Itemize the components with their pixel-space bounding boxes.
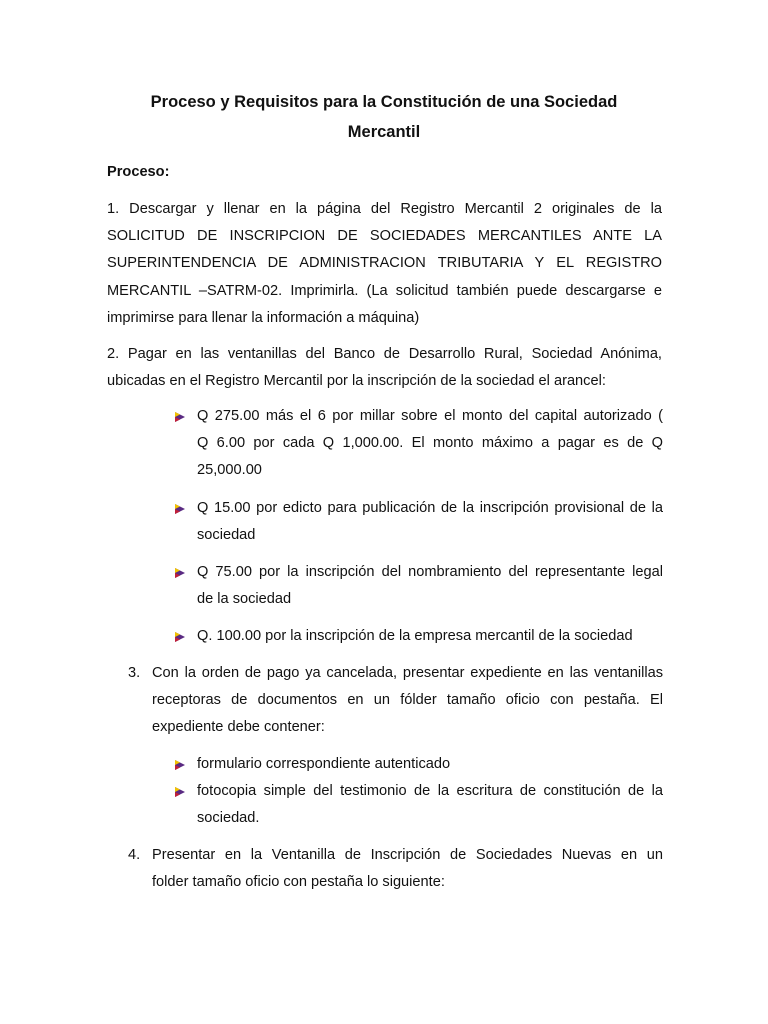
paragraph-step-2 <box>107 341 662 395</box>
arrow-bullet-icon <box>173 758 187 772</box>
paragraph-line: 2. Pagar en las ventanillas del Banco de Desarrollo Rural, Sociedad Anónima, <box>107 346 662 362</box>
fee-text <box>197 495 663 549</box>
paragraph-line: ubicadas en el Registro Mercantil por la inscripción de la sociedad el arancel: <box>107 373 606 390</box>
step-number: 3. <box>128 665 141 681</box>
document-line: formulario correspondiente autenticado <box>197 756 451 772</box>
fee-line: Q. 100.00 por la inscripción de la empresa mercantil de la sociedad <box>197 628 633 644</box>
step-line: expediente debe contener: <box>152 719 325 736</box>
title-line-2: Mercantil <box>347 123 421 141</box>
step-text <box>152 660 663 742</box>
paragraph-line: SOLICITUD DE INSCRIPCION DE SOCIEDADES MERCANTILES ANTE LA <box>107 228 662 245</box>
paragraph-line: 1. Descargar y llenar en la página del Registro Mercantil 2 originales de la <box>107 201 662 217</box>
fee-line: 25,000.00 <box>197 462 262 479</box>
document-text <box>197 751 663 778</box>
arrow-bullet-icon <box>173 566 187 580</box>
step-line: Con la orden de pago ya cancelada, presentar expediente en las ventanillas <box>152 665 663 681</box>
document-title <box>0 87 768 147</box>
fee-line: Q 15.00 por edicto para publicación de la inscripción provisional de la <box>197 500 663 516</box>
paragraph-line: SUPERINTENDENCIA DE ADMINISTRACION TRIBUTARIA Y EL REGISTRO <box>107 255 662 272</box>
step-line: receptoras de documentos en un fólder tamaño oficio con pestaña. El <box>152 692 663 709</box>
arrow-bullet-icon <box>173 502 187 516</box>
arrow-bullet-icon <box>173 785 187 799</box>
title-line-1: Proceso y Requisitos para la Constitución de una Sociedad <box>150 93 618 111</box>
document-text <box>197 778 663 832</box>
paragraph-line: imprimirse para llenar la información a máquina) <box>107 309 420 326</box>
fee-text <box>197 403 663 485</box>
fee-text <box>197 559 663 613</box>
arrow-bullet-icon <box>173 630 187 644</box>
fee-line: Q 6.00 por cada Q 1,000.00. El monto máximo a pagar es de Q <box>197 435 663 452</box>
fee-line: de la sociedad <box>197 591 292 608</box>
fee-line: Q 75.00 por la inscripción del nombramiento del representante legal <box>197 564 663 580</box>
paragraph-step-1 <box>107 196 662 332</box>
arrow-bullet-icon <box>173 410 187 424</box>
step-line: Presentar en la Ventanilla de Inscripción de Sociedades Nuevas en un <box>152 847 663 863</box>
paragraph-line: MERCANTIL –SATRM-02. Imprimirla. (La solicitud también puede descargarse e <box>107 282 662 299</box>
document-line: fotocopia simple del testimonio de la escritura de constitución de la <box>197 783 663 799</box>
step-number: 4. <box>128 847 141 863</box>
fee-line: Q 275.00 más el 6 por millar sobre el monto del capital autorizado ( <box>197 408 663 424</box>
section-heading: Proceso: <box>107 164 170 180</box>
document-line: sociedad. <box>197 810 260 827</box>
fee-line: sociedad <box>197 527 256 544</box>
fee-text <box>197 623 663 650</box>
step-text <box>152 842 663 896</box>
step-line: folder tamaño oficio con pestaña lo siguiente: <box>152 874 445 891</box>
